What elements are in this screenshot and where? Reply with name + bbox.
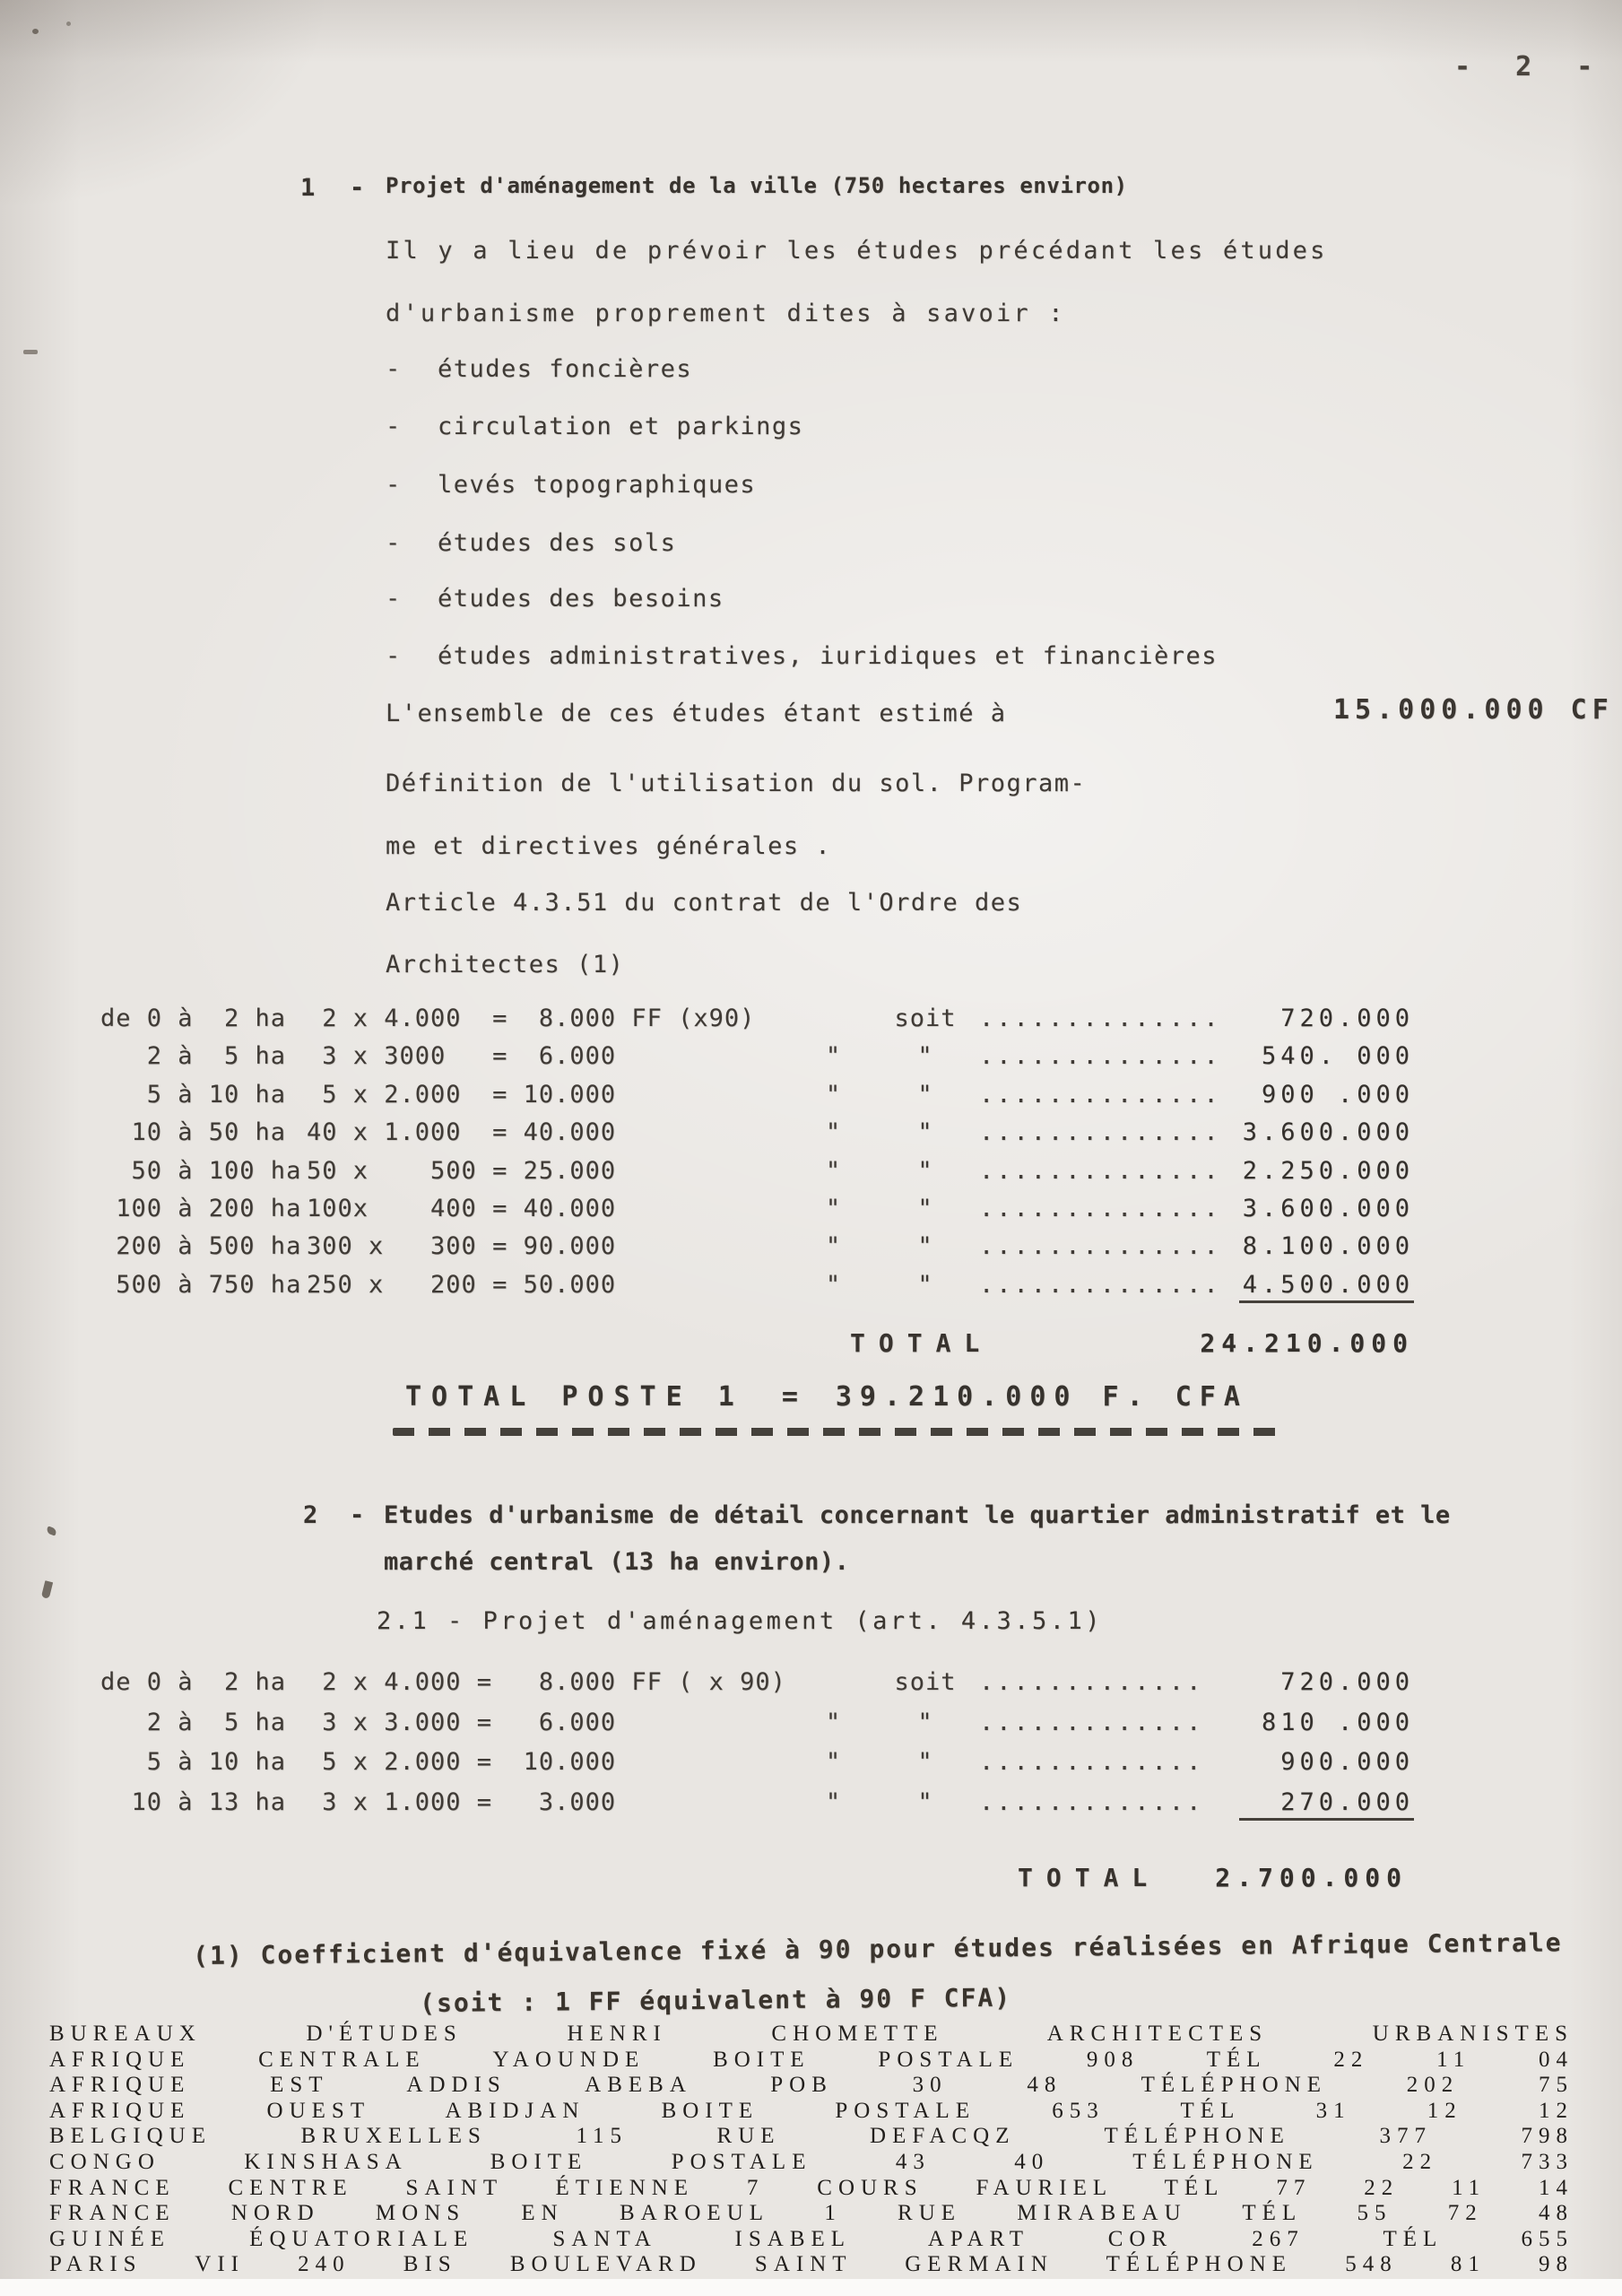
- fee-table-1: [100, 1004, 1414, 1309]
- table1-total-amount: 24.210.000: [1200, 1328, 1414, 1358]
- amount-cell: 4.500.000: [1239, 1271, 1414, 1303]
- scan-artifact: [23, 350, 38, 354]
- ff-ditto-cell: ": [825, 1042, 842, 1071]
- bullet-text: circulation et parkings: [438, 413, 804, 440]
- ff-ditto-cell: ": [825, 1156, 842, 1185]
- section1-title: Projet d'aménagement de la ville (750 hectares environ): [386, 173, 1128, 198]
- table2-total-label: TOTAL: [1018, 1863, 1161, 1892]
- footer-line: BELGIQUE BRUXELLES 115 RUE DEFACQZ TÉLÉPHONE 377 798: [49, 2124, 1574, 2149]
- bullet-item: [386, 413, 803, 440]
- dot-leader: ..............: [979, 1270, 1221, 1299]
- amount-cell: 900.000: [1280, 1748, 1414, 1777]
- bullet-text: levés topographiques: [438, 471, 757, 499]
- dot-leader: ..............: [979, 1232, 1221, 1261]
- calc-cell: 50 x 500 = 25.000: [307, 1156, 617, 1185]
- bullet-item: [386, 642, 1218, 670]
- footer-line: CONGO KINSHASA BOITE POSTALE 43 40 TÉLÉPHONE 22 733: [49, 2149, 1574, 2174]
- dot-leader: .............: [979, 1668, 1204, 1696]
- bullet-item: [386, 585, 724, 613]
- bullet-dash: -: [386, 355, 402, 383]
- bullet-dash: -: [386, 413, 402, 440]
- range-cell: de 0 à 2 ha: [100, 1004, 287, 1032]
- footer-line: FRANCE NORD MONS EN BAROEUL 1 RUE MIRABEAU TÉL 55 72 48: [49, 2201, 1574, 2226]
- estimate-amount: 15.000.000 CF: [1333, 694, 1614, 726]
- range-cell: de 0 à 2 ha: [100, 1668, 287, 1696]
- letterhead-footer: [49, 2022, 1574, 2278]
- section2-heading: [303, 1501, 1451, 1529]
- heading-dash: -: [350, 174, 365, 202]
- amount-cell: 540. 000: [1261, 1042, 1414, 1071]
- soit-ditto-cell: ": [917, 1156, 933, 1185]
- dot-leader: .............: [979, 1787, 1204, 1816]
- intro-line: Il y a lieu de prévoir les études précédant les études: [386, 237, 1328, 265]
- scan-artifact: [66, 22, 71, 26]
- table-row: [100, 1668, 1414, 1709]
- dot-leader: ..............: [979, 1118, 1221, 1147]
- dot-leader: ..............: [979, 1156, 1221, 1185]
- ff-ditto-cell: ": [825, 1270, 842, 1299]
- footer-line: FRANCE CENTRE SAINT ÉTIENNE 7 COURS FAURIEL TÉL 77 22 11 14: [49, 2175, 1574, 2200]
- bullet-text: études des sols: [438, 529, 677, 557]
- estimate-line: L'ensemble de ces études étant estimé à: [386, 700, 1007, 727]
- soit-ditto-cell: ": [917, 1708, 933, 1736]
- soit-cell: soit: [894, 1668, 957, 1696]
- bullet-dash: -: [386, 529, 402, 557]
- footer-line: AFRIQUE CENTRALE YAOUNDE BOITE POSTALE 908 TÉL 22 11 04: [49, 2047, 1574, 2072]
- ff-ditto-cell: ": [825, 1787, 842, 1816]
- range-cell: 10 à 13 ha: [100, 1787, 287, 1816]
- definition-line: Architectes (1): [386, 951, 625, 978]
- amount-cell: 720.000: [1280, 1004, 1414, 1032]
- calc-cell: 3 x 3.000 = 6.000: [307, 1708, 617, 1736]
- soit-ditto-cell: ": [917, 1270, 933, 1299]
- range-cell: 200 à 500 ha: [100, 1232, 302, 1261]
- ff-ditto-cell: ": [825, 1748, 842, 1777]
- ff-ditto-cell: ": [825, 1080, 842, 1109]
- table-row: [100, 1195, 1414, 1232]
- range-cell: 2 à 5 ha: [100, 1042, 287, 1071]
- table-row: [100, 1004, 1414, 1042]
- calc-cell: 5 x 2.000 = 10.000: [307, 1080, 617, 1109]
- table2-total-amount: 2.700.000: [1215, 1863, 1408, 1892]
- range-cell: 10 à 50 ha: [100, 1118, 287, 1147]
- table-row: [100, 1748, 1414, 1788]
- amount-cell: 270.000: [1239, 1788, 1414, 1821]
- table-row: [100, 1709, 1414, 1749]
- heading-dash: -: [350, 1501, 365, 1529]
- table1-total-label: TOTAL: [850, 1328, 993, 1358]
- soit-ditto-cell: ": [917, 1194, 933, 1222]
- poste1-label: TOTAL POSTE 1: [405, 1381, 744, 1413]
- dot-leader: .............: [979, 1748, 1204, 1777]
- footer-line: PARIS VII 240 BIS BOULEVARD SAINT GERMAIN TÉLÉPHONE 548 81 98: [49, 2252, 1574, 2277]
- section2-1-subtitle: 2.1 - Projet d'aménagement (art. 4.3.5.1): [377, 1607, 1103, 1635]
- table-row: [100, 1788, 1414, 1829]
- dot-leader: ..............: [979, 1042, 1221, 1071]
- bullet-item: [386, 529, 676, 557]
- table-row: [100, 1042, 1414, 1080]
- amount-cell: 3.600.000: [1242, 1118, 1414, 1147]
- dot-leader: ..............: [979, 1194, 1221, 1222]
- bullet-text: études des besoins: [438, 585, 724, 613]
- section-number: 1: [300, 174, 316, 202]
- soit-ditto-cell: ": [917, 1042, 933, 1071]
- poste1-equals: =: [781, 1381, 798, 1413]
- calc-cell: 300 x 300 = 90.000: [307, 1232, 617, 1261]
- soit-cell: soit: [894, 1004, 957, 1032]
- calc-cell: 2 x 4.000 = 8.000 FF ( x 90): [307, 1668, 786, 1696]
- footer-line: AFRIQUE EST ADDIS ABEBA POB 30 48 TÉLÉPHONE 202 75: [49, 2073, 1574, 2098]
- amount-cell: 810 .000: [1261, 1708, 1414, 1736]
- soit-ditto-cell: ": [917, 1748, 933, 1777]
- calc-cell: 40 x 1.000 = 40.000: [307, 1118, 617, 1147]
- range-cell: 2 à 5 ha: [100, 1708, 287, 1736]
- range-cell: 500 à 750 ha: [100, 1270, 302, 1299]
- bullet-dash: -: [386, 585, 402, 613]
- definition-line: Article 4.3.51 du contrat de l'Ordre des: [386, 889, 1023, 917]
- bullet-item: [386, 471, 756, 499]
- definition-line: Définition de l'utilisation du sol. Program-: [386, 770, 1087, 797]
- amount-cell: 3.600.000: [1242, 1194, 1414, 1222]
- calc-cell: 3 x 1.000 = 3.000: [307, 1787, 617, 1816]
- footer-line: GUINÉE ÉQUATORIALE SANTA ISABEL APART COR 267 TÉL 655: [49, 2226, 1574, 2251]
- soit-ditto-cell: ": [917, 1080, 933, 1109]
- bullet-item: [386, 355, 692, 383]
- bullet-dash: -: [386, 642, 402, 670]
- table-row: [100, 1157, 1414, 1195]
- soit-ditto-cell: ": [917, 1232, 933, 1261]
- section1-heading: [300, 174, 1128, 202]
- table-row: [100, 1118, 1414, 1156]
- ff-ditto-cell: ": [825, 1118, 842, 1147]
- footnote-line: (1) Coefficient d'équivalence fixé à 90 pour études réalisées en Afrique Centrale: [192, 1927, 1563, 1970]
- amount-cell: 720.000: [1280, 1668, 1414, 1696]
- dot-leader: .............: [979, 1708, 1204, 1736]
- page-bottom-edge: [0, 2279, 1622, 2296]
- ff-ditto-cell: ": [825, 1232, 842, 1261]
- dot-leader: ..............: [979, 1004, 1221, 1032]
- section2-title: Etudes d'urbanisme de détail concernant le quartier administratif et le: [384, 1501, 1451, 1529]
- definition-line: me et directives générales .: [386, 832, 832, 860]
- amount-cell: 8.100.000: [1242, 1232, 1414, 1261]
- calc-cell: 100x 400 = 40.000: [307, 1194, 617, 1222]
- table-row: [100, 1271, 1414, 1309]
- intro-line: d'urbanisme proprement dites à savoir :: [386, 300, 1066, 327]
- bullet-dash: -: [386, 471, 402, 499]
- bullet-text: études foncières: [438, 355, 693, 383]
- poste1-total-line: [405, 1382, 1248, 1413]
- footnote-line: (soit : 1 FF équivalent à 90 F CFA): [419, 1982, 1012, 2018]
- ff-ditto-cell: ": [825, 1194, 842, 1222]
- footer-line: BUREAUX D'ÉTUDES HENRI CHOMETTE ARCHITECTES URBANISTES: [49, 2022, 1574, 2046]
- amount-cell: 2.250.000: [1242, 1156, 1414, 1185]
- soit-ditto-cell: ": [917, 1118, 933, 1147]
- dashed-underline: [393, 1428, 1280, 1436]
- range-cell: 5 à 10 ha: [100, 1080, 287, 1109]
- table-row: [100, 1232, 1414, 1270]
- calc-cell: 2 x 4.000 = 8.000 FF (x90): [307, 1004, 756, 1032]
- range-cell: 5 à 10 ha: [100, 1748, 287, 1777]
- calc-cell: 5 x 2.000 = 10.000: [307, 1748, 617, 1777]
- amount-cell: 900 .000: [1261, 1080, 1414, 1109]
- poste1-amount: 39.210.000 F. CFA: [835, 1381, 1248, 1413]
- soit-ditto-cell: ": [917, 1787, 933, 1816]
- fee-table-2: [100, 1668, 1414, 1828]
- scan-artifact: [32, 29, 39, 34]
- footer-line: AFRIQUE OUEST ABIDJAN BOITE POSTALE 653 TÉL 31 12 12: [49, 2098, 1574, 2123]
- ff-ditto-cell: ": [825, 1708, 842, 1736]
- table-row: [100, 1081, 1414, 1118]
- section-number: 2: [303, 1501, 318, 1529]
- bullet-text: études administratives, iuridiques et financières: [438, 642, 1219, 670]
- dot-leader: ..............: [979, 1080, 1221, 1109]
- range-cell: 50 à 100 ha: [100, 1156, 302, 1185]
- calc-cell: 3 x 3000 = 6.000: [307, 1042, 617, 1071]
- calc-cell: 250 x 200 = 50.000: [307, 1270, 617, 1299]
- page-number: - 2 -: [1454, 51, 1608, 83]
- section2-title-line2: marché central (13 ha environ).: [384, 1548, 850, 1576]
- range-cell: 100 à 200 ha: [100, 1194, 302, 1222]
